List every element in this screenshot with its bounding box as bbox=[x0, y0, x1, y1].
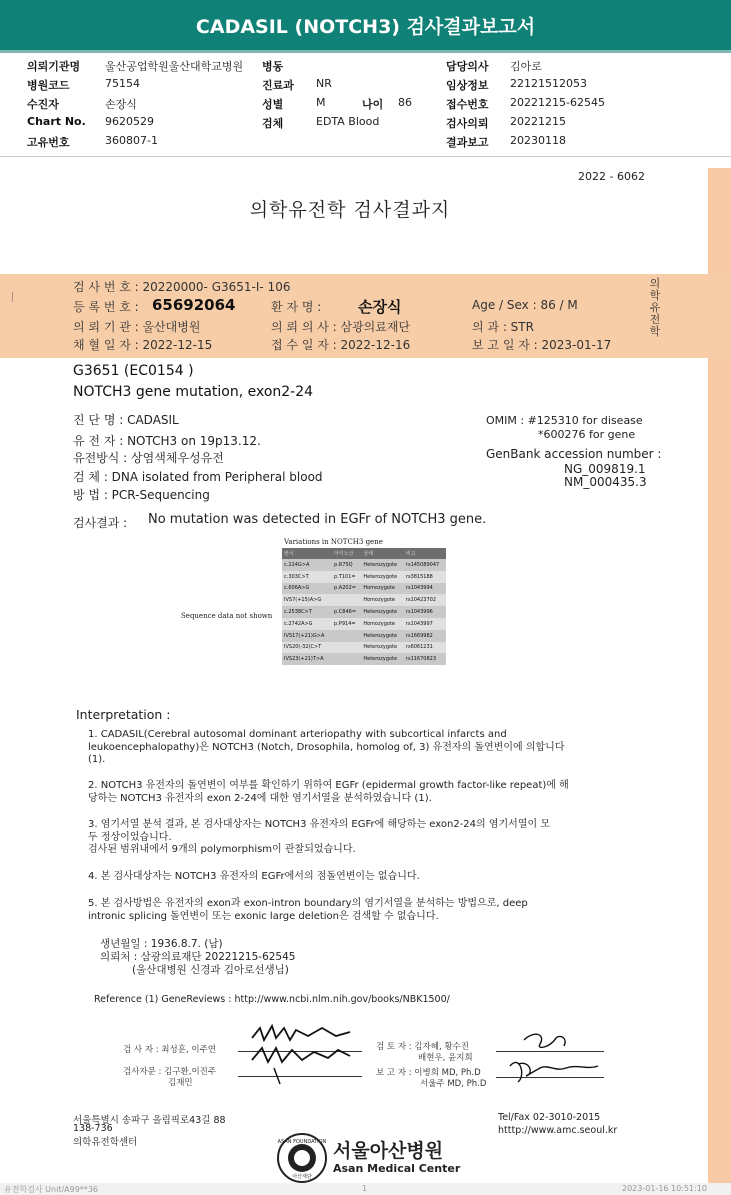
table-cell: rs10423702 bbox=[404, 594, 446, 606]
label-doctor: 담당의사 bbox=[446, 60, 489, 73]
table-cell: c.303C>T bbox=[282, 571, 332, 583]
table-cell: c.224G>A bbox=[282, 559, 332, 571]
reviewer-signature bbox=[490, 1024, 610, 1090]
method: 방 법 : PCR-Sequencing bbox=[73, 488, 210, 502]
label-institution: 의뢰기관명 bbox=[27, 60, 81, 73]
table-cell: c.2742A>G bbox=[282, 618, 332, 630]
vertical-dept-label: 의 학 유 전 학 bbox=[649, 277, 661, 338]
label-sex: 성별 bbox=[262, 98, 284, 111]
label-hospital-code: 병원코드 bbox=[27, 79, 70, 92]
table-row bbox=[282, 642, 446, 654]
col-header: 비고 bbox=[404, 548, 446, 559]
reporter-2: 서울주 MD, Ph.D bbox=[420, 1079, 487, 1089]
value-age: 86 bbox=[398, 96, 412, 109]
label-dept: 진료과 bbox=[262, 79, 294, 92]
interpretation-title: Interpretation : bbox=[76, 707, 171, 722]
address-line-2: 138-736 bbox=[73, 1123, 113, 1134]
table-cell: Homozygote bbox=[361, 583, 404, 595]
diagnosis: 진 단 명 : CADASIL bbox=[73, 413, 179, 427]
table-cell: Heterozygote bbox=[361, 559, 404, 571]
requester-detail: (울산대병원 신경과 김아로선생님) bbox=[132, 964, 289, 976]
table-cell: Heterozygote bbox=[361, 571, 404, 583]
age-sex: Age / Sex : 86 / M bbox=[472, 298, 578, 312]
table-cell: c.606A>G bbox=[282, 583, 332, 595]
reference: Reference (1) GeneReviews : http://www.ncbi.nlm.nih.gov/books/NBK1500/ bbox=[94, 994, 450, 1005]
reg-number-value: 65692064 bbox=[152, 296, 236, 314]
table-cell: rs3815188 bbox=[404, 571, 446, 583]
website: htttp://www.amc.seoul.kr bbox=[498, 1125, 618, 1136]
patient-name-label: 환 자 명 : bbox=[271, 300, 322, 314]
table-cell: Homozygote bbox=[361, 594, 404, 606]
table-cell: p.A202= bbox=[332, 583, 361, 595]
specimen: 검 체 : DNA isolated from Peripheral blood bbox=[73, 470, 323, 484]
value-institution: 울산공업학원울산대학교병원 bbox=[105, 60, 244, 73]
col-header: 변이 bbox=[282, 548, 332, 559]
result-label: 검사결과 : bbox=[73, 516, 128, 530]
exam-number: 검 사 번 호 : 20220000- G3651-I- 106 bbox=[73, 280, 291, 294]
table-cell: p.R75Q bbox=[332, 559, 361, 571]
genbank-ng: NG_009819.1 bbox=[564, 462, 646, 476]
birth-date: 생년월일 : 1936.8.7. (남) bbox=[100, 938, 223, 950]
asan-foundation-seal bbox=[276, 1132, 328, 1184]
advisor: 검사자문 : 김구환,이진주 bbox=[123, 1067, 217, 1077]
patient-name-value: 손장식 bbox=[358, 298, 402, 316]
receipt-date: 접 수 일 자 : 2022-12-16 bbox=[271, 338, 411, 352]
interpretation-item-4: 4. 본 검사대상자는 NOTCH3 유전자의 EGFr에서의 점돌연변이는 없습니다. bbox=[88, 871, 420, 882]
page-number: 1 bbox=[362, 1184, 368, 1193]
table-cell bbox=[332, 630, 361, 642]
requesting-institution: 의 뢰 기 관 : 울산대병원 bbox=[73, 320, 201, 334]
variations-table bbox=[282, 548, 446, 665]
value-doctor: 김아로 bbox=[510, 60, 542, 73]
table-row bbox=[282, 630, 446, 642]
reviewer: 검 토 자 : 김자혜, 황수진 bbox=[376, 1042, 469, 1052]
col-header: 아미노산 bbox=[332, 548, 361, 559]
table-cell bbox=[332, 594, 361, 606]
value-sex: M bbox=[316, 96, 326, 109]
department: 의 과 : STR bbox=[472, 320, 534, 334]
print-timestamp: 2023-01-16 10:51:10 bbox=[622, 1184, 707, 1193]
table-cell: rs145089047 bbox=[404, 559, 446, 571]
value-request-date: 20221215 bbox=[510, 115, 566, 128]
advisor-2: 김재민 bbox=[168, 1078, 193, 1088]
table-row bbox=[282, 583, 446, 595]
patient-band-edge bbox=[708, 274, 731, 358]
value-result-date: 20230118 bbox=[510, 134, 566, 147]
table-row bbox=[282, 653, 446, 665]
address-line-1: 서울특별시 송파구 올림픽로43길 88 bbox=[73, 1115, 226, 1126]
tester-signature bbox=[238, 1018, 368, 1088]
bottom-unit: 유전학검사 Unit/A99**36 bbox=[4, 1185, 98, 1194]
table-cell bbox=[332, 642, 361, 654]
value-receipt-no: 20221215-62545 bbox=[510, 96, 605, 109]
label-result-date: 결과보고 bbox=[446, 136, 489, 149]
value-hospital-code: 75154 bbox=[105, 77, 140, 90]
address-line-3: 의학유전학센터 bbox=[73, 1137, 138, 1148]
col-header: 상태 bbox=[361, 548, 404, 559]
svg-text:아산재단: 아산재단 bbox=[292, 1174, 312, 1180]
collection-date: 채 혈 일 자 : 2022-12-15 bbox=[73, 338, 213, 352]
omim-gene: *600276 for gene bbox=[538, 428, 636, 441]
table-cell: IVS20(-32)C>T bbox=[282, 642, 332, 654]
table-row bbox=[282, 606, 446, 618]
table-cell: rs1669982 bbox=[404, 630, 446, 642]
table-cell: Homozygote bbox=[361, 618, 404, 630]
interpretation-item-5: 5. 본 검사방법은 유전자의 exon과 exon-intron boundary의 염기서열을 분석하는 방법으로, deep intronic splicing 돌연변이 또는 exonic large deletion은 검색할 수 없습니다. bbox=[88, 898, 528, 922]
value-specimen: EDTA Blood bbox=[316, 115, 380, 128]
label-request-date: 검사의뢰 bbox=[446, 117, 489, 130]
table-cell: IVS7(+15)A>G bbox=[282, 594, 332, 606]
table-row bbox=[282, 571, 446, 583]
table-cell: IVS23(+21)T>A bbox=[282, 653, 332, 665]
label-receipt-no: 접수번호 bbox=[446, 98, 489, 111]
table-cell: Heterozygote bbox=[361, 630, 404, 642]
label-patient: 수진자 bbox=[27, 98, 59, 111]
interpretation-item-3: 3. 염기서열 분석 결과, 본 검사대상자는 NOTCH3 유전자의 EGFr에 해당하는 exon2-24의 염기서열이 모 두 정상이었습니다. 검사된 범위내에서 9개의 polymorphism이 관찰되었습니다. bbox=[88, 819, 551, 855]
table-cell: p.C846= bbox=[332, 606, 361, 618]
value-unique-no: 360807-1 bbox=[105, 134, 158, 147]
table-row bbox=[282, 559, 446, 571]
report-title: CADASIL (NOTCH3) 검사결과보고서 bbox=[195, 16, 536, 38]
reg-number-label: 등 록 번 호 : bbox=[73, 300, 139, 314]
genbank-nm: NM_000435.3 bbox=[564, 475, 647, 489]
table-cell: rs11670823 bbox=[404, 653, 446, 665]
requesting-doctor: 의 뢰 의 사 : 삼광의료재단 bbox=[271, 320, 411, 334]
band-tick bbox=[12, 292, 13, 302]
document-number: 2022 - 6062 bbox=[578, 170, 645, 183]
svg-text:ASAN FOUNDATION: ASAN FOUNDATION bbox=[277, 1139, 327, 1145]
tel-fax: Tel/Fax 02-3010-2015 bbox=[498, 1112, 601, 1123]
label-unique-no: 고유번호 bbox=[27, 136, 70, 149]
sequence-not-shown: Sequence data not shown bbox=[181, 612, 273, 620]
omim-disease: OMIM : #125310 for disease bbox=[486, 414, 643, 427]
inheritance: 유전방식 : 상염색체우성유전 bbox=[73, 451, 224, 465]
document-title: 의학유전학 검사결과지 bbox=[249, 199, 451, 221]
table-cell: p.P914= bbox=[332, 618, 361, 630]
test-code: G3651 (EC0154 ) bbox=[73, 363, 194, 379]
table-cell: Heterozygote bbox=[361, 642, 404, 654]
tester: 검 사 자 : 최성훈, 이주연 bbox=[123, 1045, 216, 1055]
test-name: NOTCH3 gene mutation, exon2-24 bbox=[73, 384, 314, 400]
table-row bbox=[282, 618, 446, 630]
value-chart-no: 9620529 bbox=[105, 115, 154, 128]
label-ward: 병동 bbox=[262, 60, 284, 73]
interpretation-item-2: 2. NOTCH3 유전자의 돌연변이 여부를 확인하기 위하여 EGFr (epidermal growth factor-like repeat)에 해 당하는 NOTCH3 유전자의 exon 2-24에 대한 염기서열을 분석하였습니다 (1). bbox=[88, 780, 569, 804]
reviewer-2: 배현우, 윤지희 bbox=[418, 1053, 473, 1063]
label-specimen: 검체 bbox=[262, 117, 284, 130]
table-cell: rs6061231 bbox=[404, 642, 446, 654]
hospital-name-ko: 서울아산병원 bbox=[333, 1140, 444, 1162]
table-cell: rs1043997 bbox=[404, 618, 446, 630]
report-date: 보 고 일 자 : 2023-01-17 bbox=[472, 338, 612, 352]
value-dept: NR bbox=[316, 77, 332, 90]
divider bbox=[0, 156, 731, 157]
table-cell: Heterozygote bbox=[361, 606, 404, 618]
value-patient: 손장식 bbox=[105, 98, 137, 111]
reporter: 보 고 자 : 이병희 MD, Ph.D bbox=[376, 1068, 481, 1078]
table-row bbox=[282, 594, 446, 606]
table-cell: IVS17(+21)G>A bbox=[282, 630, 332, 642]
variations-title: Variations in NOTCH3 gene bbox=[284, 538, 383, 546]
table-cell: rs1043996 bbox=[404, 606, 446, 618]
interpretation-item-1: 1. CADASIL(Cerebral autosomal dominant arteriopathy with subcortical infarcts and leukoencephalopathy)은 NOTCH3 (Notch, Drosophila, homolog of, 3) 유전자의 돌연변이에 의합니다 (1). bbox=[88, 729, 565, 765]
requester: 의뢰처 : 삼광의료재단 20221215-62545 bbox=[100, 951, 296, 963]
table-cell: p.T101= bbox=[332, 571, 361, 583]
value-clinical-info: 22121512053 bbox=[510, 77, 587, 90]
table-cell: Heterozygote bbox=[361, 653, 404, 665]
report-header bbox=[0, 0, 731, 53]
genbank-label: GenBank accession number : bbox=[486, 447, 662, 461]
hospital-name-en: Asan Medical Center bbox=[333, 1162, 461, 1175]
label-chart-no: Chart No. bbox=[27, 115, 86, 128]
label-clinical-info: 임상정보 bbox=[446, 79, 489, 92]
table-cell: rs1043994 bbox=[404, 583, 446, 595]
table-cell bbox=[332, 653, 361, 665]
label-age: 나이 bbox=[362, 98, 384, 111]
result-text: No mutation was detected in EGFr of NOTCH3 gene. bbox=[148, 512, 487, 527]
gene: 유 전 자 : NOTCH3 on 19p13.12. bbox=[73, 434, 261, 448]
table-cell: c.2538C>T bbox=[282, 606, 332, 618]
